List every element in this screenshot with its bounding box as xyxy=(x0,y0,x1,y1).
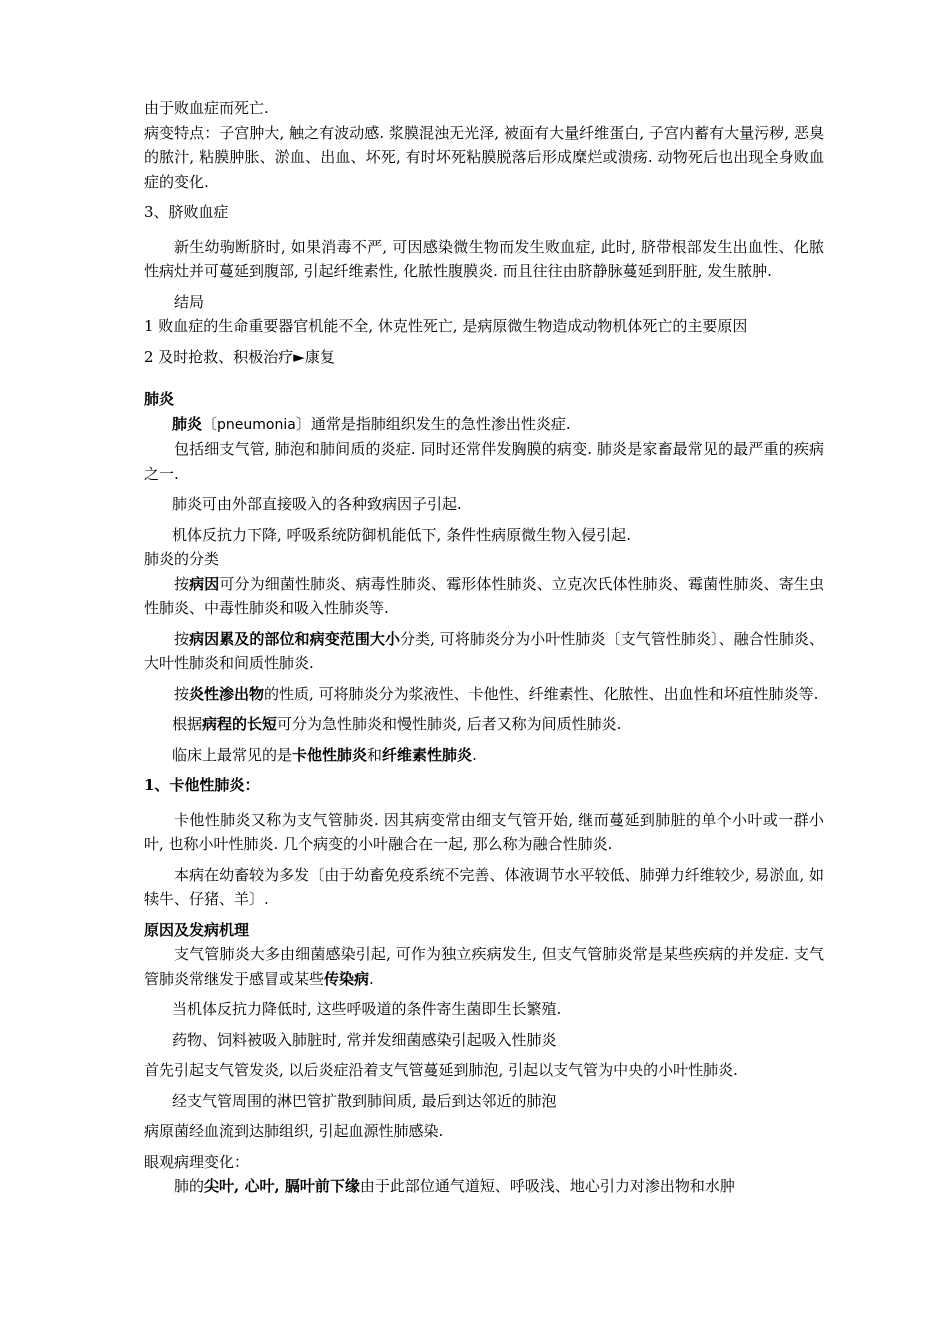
aspiration-line: 药物、饲料被吸入肺脏时, 常并发细菌感染引起吸入性肺炎 xyxy=(172,1030,557,1049)
emphasis: 炎性渗出物 xyxy=(189,684,265,703)
emphasis: 病因 xyxy=(189,574,220,593)
emphasis-lobes: 尖叶, 心叶, 膈叶前下缘 xyxy=(204,1177,360,1195)
paren-open: 〔 xyxy=(202,414,218,433)
rest-text: 的性质, 可将肺炎分为浆液性、卡他性、纤维素性、化脓性、出血性和坏疽性肺炎等. xyxy=(264,684,819,703)
period: . xyxy=(369,969,374,988)
umbilical-sepsis-title: 3、脐败血症 xyxy=(144,203,229,221)
gross-paragraph xyxy=(144,1174,824,1199)
classification-by-cause xyxy=(144,572,824,621)
prefix: 临床上最常见的是 xyxy=(172,745,293,764)
catarrhal-intro: 卡他性肺炎又称为支气管肺炎. 因其病变常由细支气管开始, 继而蔓延到肺脏的单个小叶或一群小叶, 也称小叶性肺炎. 几个病变的小叶融合在一起, 那么称为融合性肺炎. xyxy=(144,810,824,853)
classification-by-site xyxy=(144,627,824,676)
blood-line: 病原菌经血流到达肺组织, 引起血源性肺感染. xyxy=(144,1122,444,1140)
pneumonia-latin: pneumonia xyxy=(217,416,296,433)
outcome-item-1: 1 败血症的生命重要器官机能不全, 休克性死亡, 是病原微生物造成动物机体死亡的主要原因 xyxy=(144,317,748,335)
rest-text: 可分为细菌性肺炎、病毒性肺炎、霉形体性肺炎、立克次氏体性肺炎、霉菌性肺炎、寄生虫性肺炎、中毒性肺炎和吸入性肺炎等. xyxy=(144,574,824,617)
emphasis: 病因累及的部位和病变范围大小 xyxy=(189,629,401,648)
rest-text: 可分为急性肺炎和慢性肺炎, 后者又称为间质性肺炎. xyxy=(277,715,622,733)
rest-text: 由于此部位通气道短、呼吸浅、地心引力对渗出物和水肿 xyxy=(359,1177,735,1195)
etiology-paragraph xyxy=(144,942,824,991)
spread-line: 首先引起支气管发炎, 以后炎症沿着支气管蔓延到肺泡, 引起以支气管为中央的小叶性肺炎. xyxy=(144,1061,738,1079)
prefix: 肺的 xyxy=(174,1177,205,1195)
pneumonia-title: 肺炎 xyxy=(144,390,175,408)
catarrhal-young: 本病在幼畜较为多发〔由于幼畜免疫系统不完善、体液调节水平较低、肺弹力纤维较少, 易淤血, 如犊牛、仔猪、羊〕. xyxy=(144,865,824,908)
classification-title: 肺炎的分类 xyxy=(144,550,220,568)
resistance-line: 当机体反抗力降低时, 这些呼吸道的条件寄生菌即生长繁殖. xyxy=(172,1000,562,1018)
pneumonia-term: 肺炎 xyxy=(172,414,203,433)
prefix: 按 xyxy=(174,574,190,593)
lesion-features-paragraph: 病变特点：子宫肿大, 触之有波动感. 浆膜混浊无光泽, 被面有大量纤维蛋白, 子宫内蓄有大量污秽, 恶臭的脓汁, 粘膜肿胀、淤血、出血、坏死, 有时坏死粘膜脱落后形成糜烂或溃疡. 动物死后也出现全身败血症的变化. xyxy=(144,123,824,191)
emphasis: 病程的长短 xyxy=(202,715,278,733)
gross-title: 眼观病理变化： xyxy=(144,1152,250,1171)
pneumonia-cause-internal: 机体反抗力下降, 呼吸系统防御机能低下, 条件性病原微生物入侵引起. xyxy=(172,525,631,544)
pneumonia-cause-external: 肺炎可由外部直接吸入的各种致病因子引起. xyxy=(172,495,462,513)
pneumonia-definition xyxy=(144,412,824,438)
outcome-title: 结局 xyxy=(174,292,205,311)
conjunction: 和 xyxy=(367,745,383,764)
etiology-text: 支气管肺炎大多由细菌感染引起, 可作为独立疾病发生, 但支气管肺炎常是某些疾病的并发症. 支气管肺炎常继发于感冒或某些 xyxy=(144,945,824,988)
document-page xyxy=(144,96,824,1199)
etiology-title: 原因及发病机理 xyxy=(144,920,250,939)
classification-by-course xyxy=(144,712,824,737)
emphasis-fibrinous: 纤维素性肺炎 xyxy=(382,745,473,764)
prefix: 按 xyxy=(174,684,190,703)
definition-rest: 〕通常是指肺组织发生的急性渗出性炎症. xyxy=(295,414,571,433)
catarrhal-title: 1、卡他性肺炎： xyxy=(144,776,260,794)
prefix: 按 xyxy=(174,629,190,648)
emphasis-catarrhal: 卡他性肺炎 xyxy=(292,745,368,764)
common-types xyxy=(144,743,824,768)
classification-by-exudate xyxy=(144,682,824,707)
emphasis-infectious: 传染病 xyxy=(324,969,370,988)
rest-text: 分类, 可将肺炎分为小叶性肺炎〔支气管性肺炎〕、融合性肺炎、大叶性肺炎和间质性肺炎. xyxy=(144,629,824,672)
prefix: 根据 xyxy=(172,715,203,733)
period: . xyxy=(472,745,477,764)
lymph-line: 经支气管周围的淋巴管扩散到肺间质, 最后到达邻近的肺泡 xyxy=(172,1091,557,1110)
outcome-item-2: 2 及时抢救、积极治疗►康复 xyxy=(144,347,335,366)
umbilical-sepsis-paragraph: 新生幼驹断脐时, 如果消毒不严, 可因感染微生物而发生败血症, 此时, 脐带根部发生出血性、化脓性病灶并可蔓延到腹部, 引起纤维素性, 化脓性腹膜炎. 而且往往由脐静脉蔓延到肝脏, 发生脓肿. xyxy=(144,237,824,280)
pneumonia-scope: 包括细支气管, 肺泡和肺间质的炎症. 同时还常伴发胸膜的病变. 肺炎是家畜最常见的最严重的疾病之一. xyxy=(144,440,824,483)
sepsis-death-line: 由于败血症而死亡. xyxy=(144,99,269,117)
